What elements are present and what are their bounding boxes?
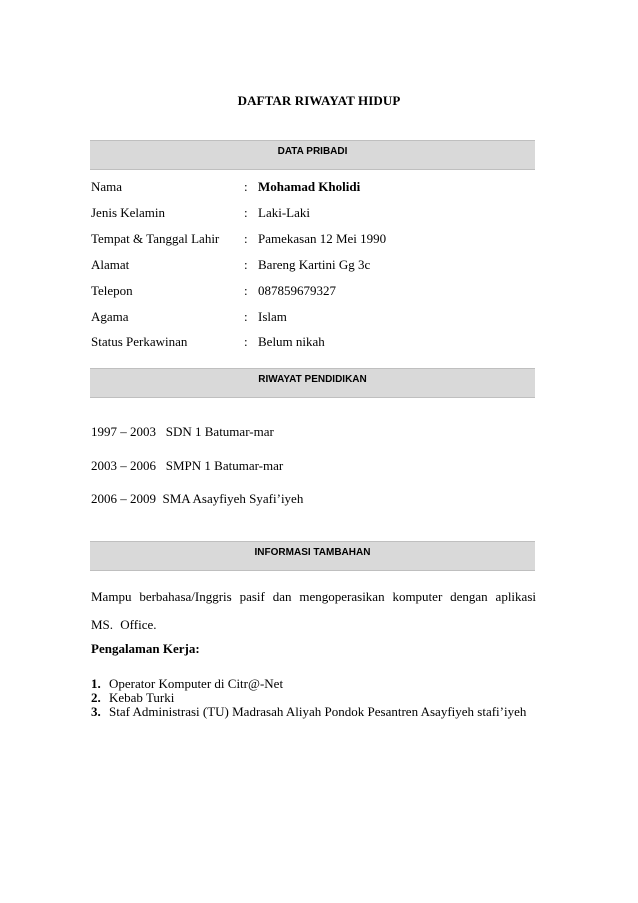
info-colon: : (244, 179, 248, 194)
section-header-informasi-tambahan (90, 541, 535, 571)
info-label: Telepon (91, 283, 133, 298)
experience-number: 2. (91, 690, 101, 705)
section-header-data-pribadi (90, 140, 535, 170)
info-value: Bareng Kartini Gg 3c (258, 257, 371, 272)
info-label: Agama (91, 309, 129, 324)
info-value: Islam (258, 309, 287, 324)
info-label: Tempat & Tanggal Lahir (91, 231, 220, 246)
experience-number: 1. (91, 676, 101, 691)
section-header-label: RIWAYAT PENDIDIKAN (258, 374, 367, 385)
experience-number: 3. (91, 704, 101, 719)
education-item: 2003 – 2006 SMPN 1 Batumar-mar (91, 458, 284, 473)
experience-item (91, 691, 526, 705)
info-colon: : (244, 231, 248, 246)
info-colon: : (244, 309, 248, 324)
info-colon: : (244, 257, 248, 272)
info-label: Jenis Kelamin (91, 205, 166, 220)
info-label: Nama (91, 179, 123, 194)
info-colon: : (244, 334, 248, 349)
info-value: Laki-Laki (258, 205, 310, 220)
experience-item (91, 677, 526, 691)
document-title: DAFTAR RIWAYAT HIDUP (237, 93, 401, 108)
info-colon: : (244, 283, 248, 298)
experience-heading: Pengalaman Kerja: (91, 641, 200, 656)
info-value: Belum nikah (258, 334, 325, 349)
experience-text: Staf Administrasi (TU) Madrasah Aliyah Pondok Pesantren Asayfiyeh stafi’iyeh (109, 704, 527, 719)
additional-info-paragraph: Mampu berbahasa/Inggris pasif dan mengoperasikan komputer dengan aplikasi MS. Office. (91, 589, 536, 632)
experience-text: Kebab Turki (109, 690, 175, 705)
experience-list (91, 677, 526, 719)
info-label: Status Perkawinan (91, 334, 188, 349)
info-colon: : (244, 205, 248, 220)
section-header-riwayat-pendidikan (90, 368, 535, 398)
info-value: Mohamad Kholidi (258, 179, 361, 194)
section-header-label: INFORMASI TAMBAHAN (254, 547, 371, 558)
info-value: Pamekasan 12 Mei 1990 (258, 231, 387, 246)
education-item: 2006 – 2009 SMA Asayfiyeh Syafi’iyeh (91, 491, 304, 506)
education-item: 1997 – 2003 SDN 1 Batumar-mar (91, 424, 274, 439)
experience-text: Operator Komputer di Citr@-Net (109, 676, 284, 691)
section-header-label: DATA PRIBADI (277, 146, 348, 157)
info-value: 087859679327 (258, 283, 336, 298)
info-label: Alamat (91, 257, 130, 272)
experience-item (91, 705, 526, 719)
